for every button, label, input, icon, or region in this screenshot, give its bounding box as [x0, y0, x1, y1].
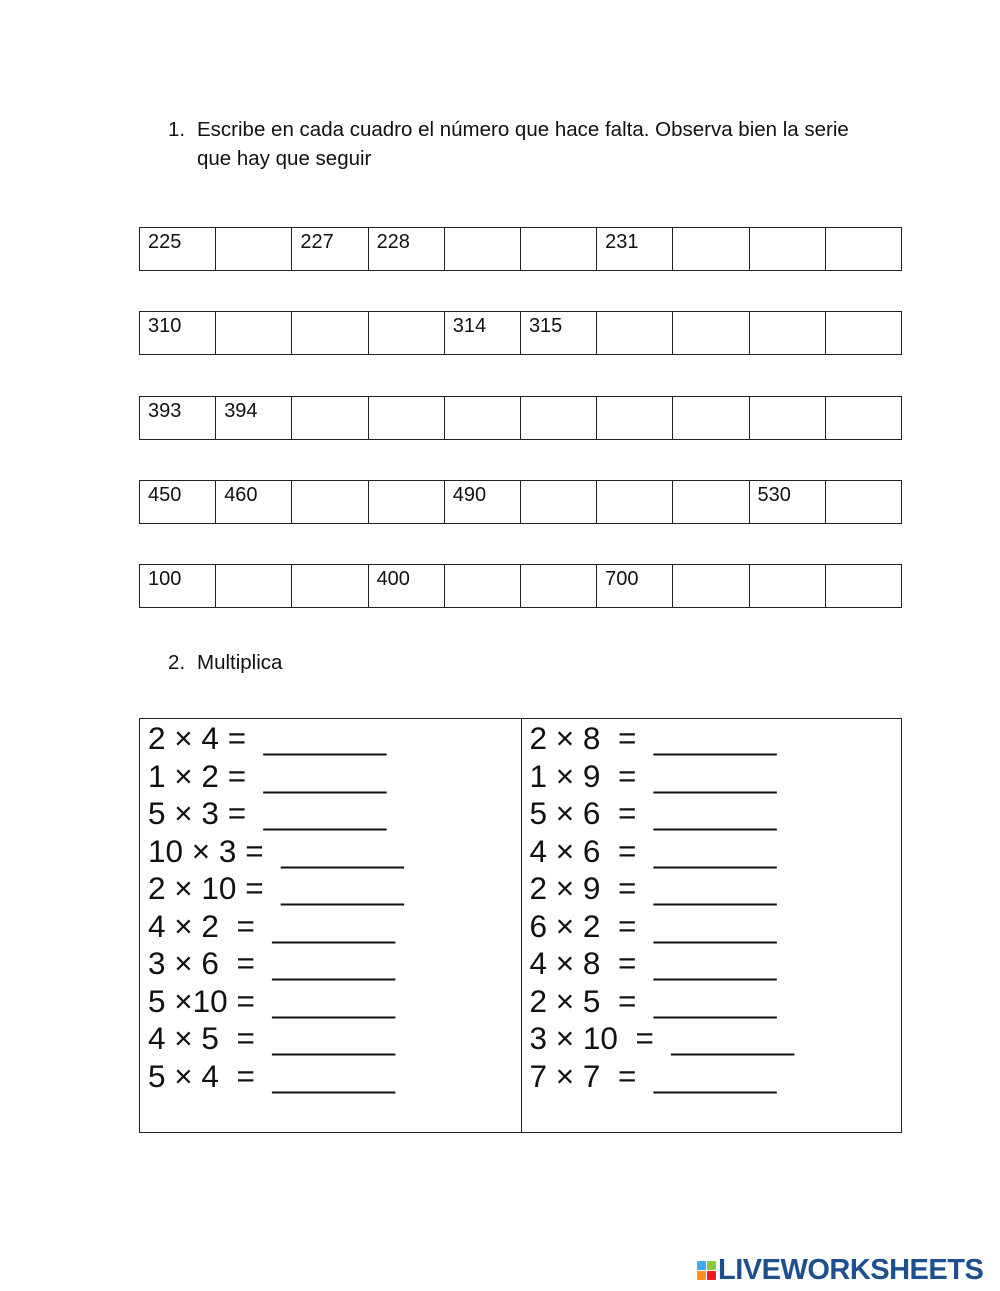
series-cell: 228 — [368, 228, 444, 271]
series-blank-cell[interactable] — [825, 397, 901, 440]
series-blank-cell[interactable] — [597, 481, 673, 524]
exercise-1-instruction — [168, 115, 857, 173]
series-cell: 400 — [368, 565, 444, 608]
series-blank-cell[interactable] — [444, 397, 520, 440]
series-cell: 394 — [216, 397, 292, 440]
series-blank-cell[interactable] — [825, 565, 901, 608]
series-blank-cell[interactable] — [368, 397, 444, 440]
series-row — [140, 397, 902, 440]
series-blank-cell[interactable] — [749, 397, 825, 440]
logo-block — [697, 1261, 706, 1270]
series-table — [139, 564, 902, 608]
series-table — [139, 396, 902, 440]
multiplication-problem[interactable]: 5 × 3 = _______ — [148, 795, 387, 831]
logo-block — [707, 1271, 716, 1280]
series-blank-cell[interactable] — [673, 397, 749, 440]
multiplication-column-right — [521, 719, 902, 1132]
liveworksheets-blocks-icon — [697, 1261, 716, 1280]
series-blank-cell[interactable] — [749, 565, 825, 608]
liveworksheets-logo — [697, 1252, 983, 1288]
series-blank-cell[interactable] — [520, 397, 596, 440]
series-blank-cell[interactable] — [292, 565, 368, 608]
multiplication-problem[interactable]: 10 × 3 = _______ — [148, 832, 404, 869]
exercise-1-number: 1. — [168, 118, 186, 141]
series-cell: 100 — [140, 565, 216, 608]
multiplication-problem[interactable]: 6 × 2 = _______ — [529, 907, 777, 944]
series-blank-cell[interactable] — [520, 565, 596, 608]
multiplication-problem[interactable]: 4 × 5 = _______ — [148, 1020, 395, 1056]
exercise-1-text: Escribe en cada cuadro el número que hace falta. Observa bien la serie que hay que seguir — [197, 118, 849, 170]
series-cell: 310 — [140, 312, 216, 355]
series-cell: 231 — [597, 228, 673, 271]
series-cell: 490 — [444, 481, 520, 524]
series-row — [140, 312, 902, 355]
multiplication-problem[interactable]: 1 × 9 = _______ — [529, 757, 777, 794]
series-blank-cell[interactable] — [368, 312, 444, 355]
series-blank-cell[interactable] — [749, 312, 825, 355]
multiplication-problem[interactable]: 2 × 9 = _______ — [529, 870, 777, 906]
series-row — [140, 228, 902, 271]
exercise-2-number: 2. — [168, 651, 186, 674]
series-blank-cell[interactable] — [825, 481, 901, 524]
series-blank-cell[interactable] — [292, 397, 368, 440]
series-blank-cell[interactable] — [597, 312, 673, 355]
series-cell: 227 — [292, 228, 368, 271]
series-blank-cell[interactable] — [216, 565, 292, 608]
multiplication-column-left — [140, 719, 521, 1132]
series-blank-cell[interactable] — [444, 565, 520, 608]
multiplication-problem[interactable]: 3 × 10 = _______ — [529, 1020, 794, 1056]
logo-block — [697, 1271, 706, 1280]
logo-block — [707, 1261, 716, 1270]
series-blank-cell[interactable] — [673, 228, 749, 271]
multiplication-problem[interactable]: 4 × 8 = _______ — [529, 945, 777, 981]
series-blank-cell[interactable] — [216, 228, 292, 271]
series-blank-cell[interactable] — [444, 228, 520, 271]
series-cell: 315 — [520, 312, 596, 355]
exercise-2-instruction — [168, 648, 857, 677]
series-blank-cell[interactable] — [597, 397, 673, 440]
series-cell: 460 — [216, 481, 292, 524]
series-blank-cell[interactable] — [292, 312, 368, 355]
series-cell: 393 — [140, 397, 216, 440]
logo-text: LIVEWORKSHEETS — [718, 1253, 984, 1286]
series-blank-cell[interactable] — [673, 565, 749, 608]
series-table — [139, 480, 902, 524]
series-blank-cell[interactable] — [749, 228, 825, 271]
series-blank-cell[interactable] — [368, 481, 444, 524]
series-blank-cell[interactable] — [520, 228, 596, 271]
series-blank-cell[interactable] — [825, 228, 901, 271]
multiplication-problem[interactable]: 5 × 4 = _______ — [148, 1057, 395, 1094]
series-cell: 450 — [140, 481, 216, 524]
series-blank-cell[interactable] — [825, 312, 901, 355]
multiplication-problem[interactable]: 2 × 5 = _______ — [529, 982, 777, 1019]
multiplication-problem[interactable]: 1 × 2 = _______ — [148, 757, 387, 794]
multiplication-problem[interactable]: 3 × 6 = _______ — [148, 945, 395, 981]
multiplication-problem[interactable]: 2 × 10 = _______ — [148, 870, 404, 906]
series-row — [140, 565, 902, 608]
series-blank-cell[interactable] — [673, 481, 749, 524]
multiplication-box — [139, 718, 902, 1133]
series-blank-cell[interactable] — [292, 481, 368, 524]
multiplication-problem[interactable]: 5 ×10 = _______ — [148, 982, 395, 1019]
series-cell: 225 — [140, 228, 216, 271]
series-blank-cell[interactable] — [520, 481, 596, 524]
series-cell: 700 — [597, 565, 673, 608]
series-blank-cell[interactable] — [673, 312, 749, 355]
series-cell: 314 — [444, 312, 520, 355]
series-blank-cell[interactable] — [216, 312, 292, 355]
series-table — [139, 311, 902, 355]
multiplication-problem[interactable]: 2 × 4 = _______ — [148, 720, 387, 756]
series-table — [139, 227, 902, 271]
series-cell: 530 — [749, 481, 825, 524]
multiplication-problem[interactable]: 7 × 7 = _______ — [529, 1057, 777, 1094]
exercise-2-text: Multiplica — [197, 651, 283, 674]
multiplication-problem[interactable]: 5 × 6 = _______ — [529, 795, 777, 831]
multiplication-problem[interactable]: 4 × 2 = _______ — [148, 907, 395, 944]
multiplication-problem[interactable]: 4 × 6 = _______ — [529, 832, 777, 869]
multiplication-problem[interactable]: 2 × 8 = _______ — [529, 720, 777, 756]
series-row — [140, 481, 902, 524]
